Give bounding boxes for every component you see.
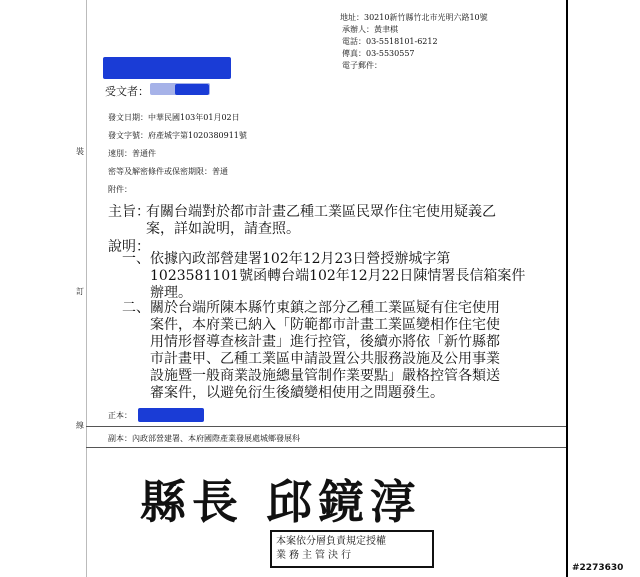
redaction-block-recipient-dark [175, 84, 209, 95]
redaction-block-main-copy [138, 408, 204, 422]
explanation-label: 說明： [108, 239, 150, 255]
subject-text [146, 204, 522, 238]
item-line: 依據內政部營建署102年12月23日營授辦城字第 [150, 251, 451, 267]
item-number: 一、 [122, 251, 150, 267]
classification-field: 密等及解密條件或保密期限：普通 [108, 167, 228, 176]
address-line: 地址：30210新竹縣竹北市光明六路10號 [340, 13, 488, 22]
line-mark: 線 [76, 421, 84, 430]
issue-number: 發文字號：府產城字第1020380911號 [108, 131, 247, 140]
binding-mark: 裝 [76, 147, 84, 156]
email-line: 電子郵件： [342, 61, 382, 70]
item-line: 案件，本府業已納入「防範都市計畫工業區變相作住宅使 [150, 317, 500, 333]
authorization-stamp [270, 530, 434, 568]
item-line: 用情形督導查核計畫」進行控管，後續亦將依「新竹縣都 [150, 334, 500, 350]
item-text [150, 300, 500, 402]
item-line: 設施暨一般商業設施總量管制作業要點」嚴格控管各類送 [150, 368, 500, 384]
item-line: 關於台端所陳本縣竹東鎮之部分乙種工業區疑有住宅使用 [150, 300, 500, 316]
redaction-block-top [103, 57, 231, 79]
cc-line: 副本：內政部營建署、本府國際產業發展處城鄉發展科 [108, 434, 300, 443]
stamp-line-2: 業務主管決行 [276, 550, 354, 561]
handler-line: 承辦人：黃聿棋 [342, 25, 398, 34]
right-margin-rule [566, 0, 568, 577]
staple-mark: 訂 [76, 287, 84, 296]
contact-block [340, 12, 488, 72]
phone-line: 電話：03-5518101-6212 [342, 37, 438, 46]
item-line: 審案件，以避免衍生後續變相使用之問題發生。 [150, 385, 444, 401]
divider-top [86, 426, 566, 427]
item-number: 二、 [122, 300, 150, 316]
attachment-field: 附件： [108, 185, 132, 194]
main-copy-label: 正本： [108, 411, 132, 420]
image-watermark: #2273630 [572, 563, 624, 573]
item-line: 市計畫甲、乙種工業區申請設置公共服務設施及公用事業 [150, 351, 500, 367]
mayor-signature-text: 縣長 邱鏡淳 [140, 475, 423, 529]
recipient-label: 受文者： [105, 85, 149, 98]
subject-label: 主旨： [108, 204, 150, 220]
item-line: 1023581101號函轉台端102年12月22日陳情署長信箱案件 [150, 268, 526, 284]
left-margin-rule [86, 0, 87, 577]
issue-date: 發文日期：中華民國103年01月02日 [108, 113, 240, 122]
divider-bottom [86, 447, 566, 448]
item-line: 辦理。 [150, 285, 192, 301]
stamp-line-1: 本案依分層負責規定授權 [276, 536, 386, 547]
item-text [150, 251, 525, 302]
subject-line-1: 有關台端對於都市計畫乙種工業區民眾作住宅使用疑義乙 [146, 204, 496, 220]
subject-line-2: 案，詳如說明，請查照。 [146, 221, 300, 237]
speed-field: 速別：普通件 [108, 149, 156, 158]
fax-line: 傳真：03-5530557 [342, 49, 415, 58]
